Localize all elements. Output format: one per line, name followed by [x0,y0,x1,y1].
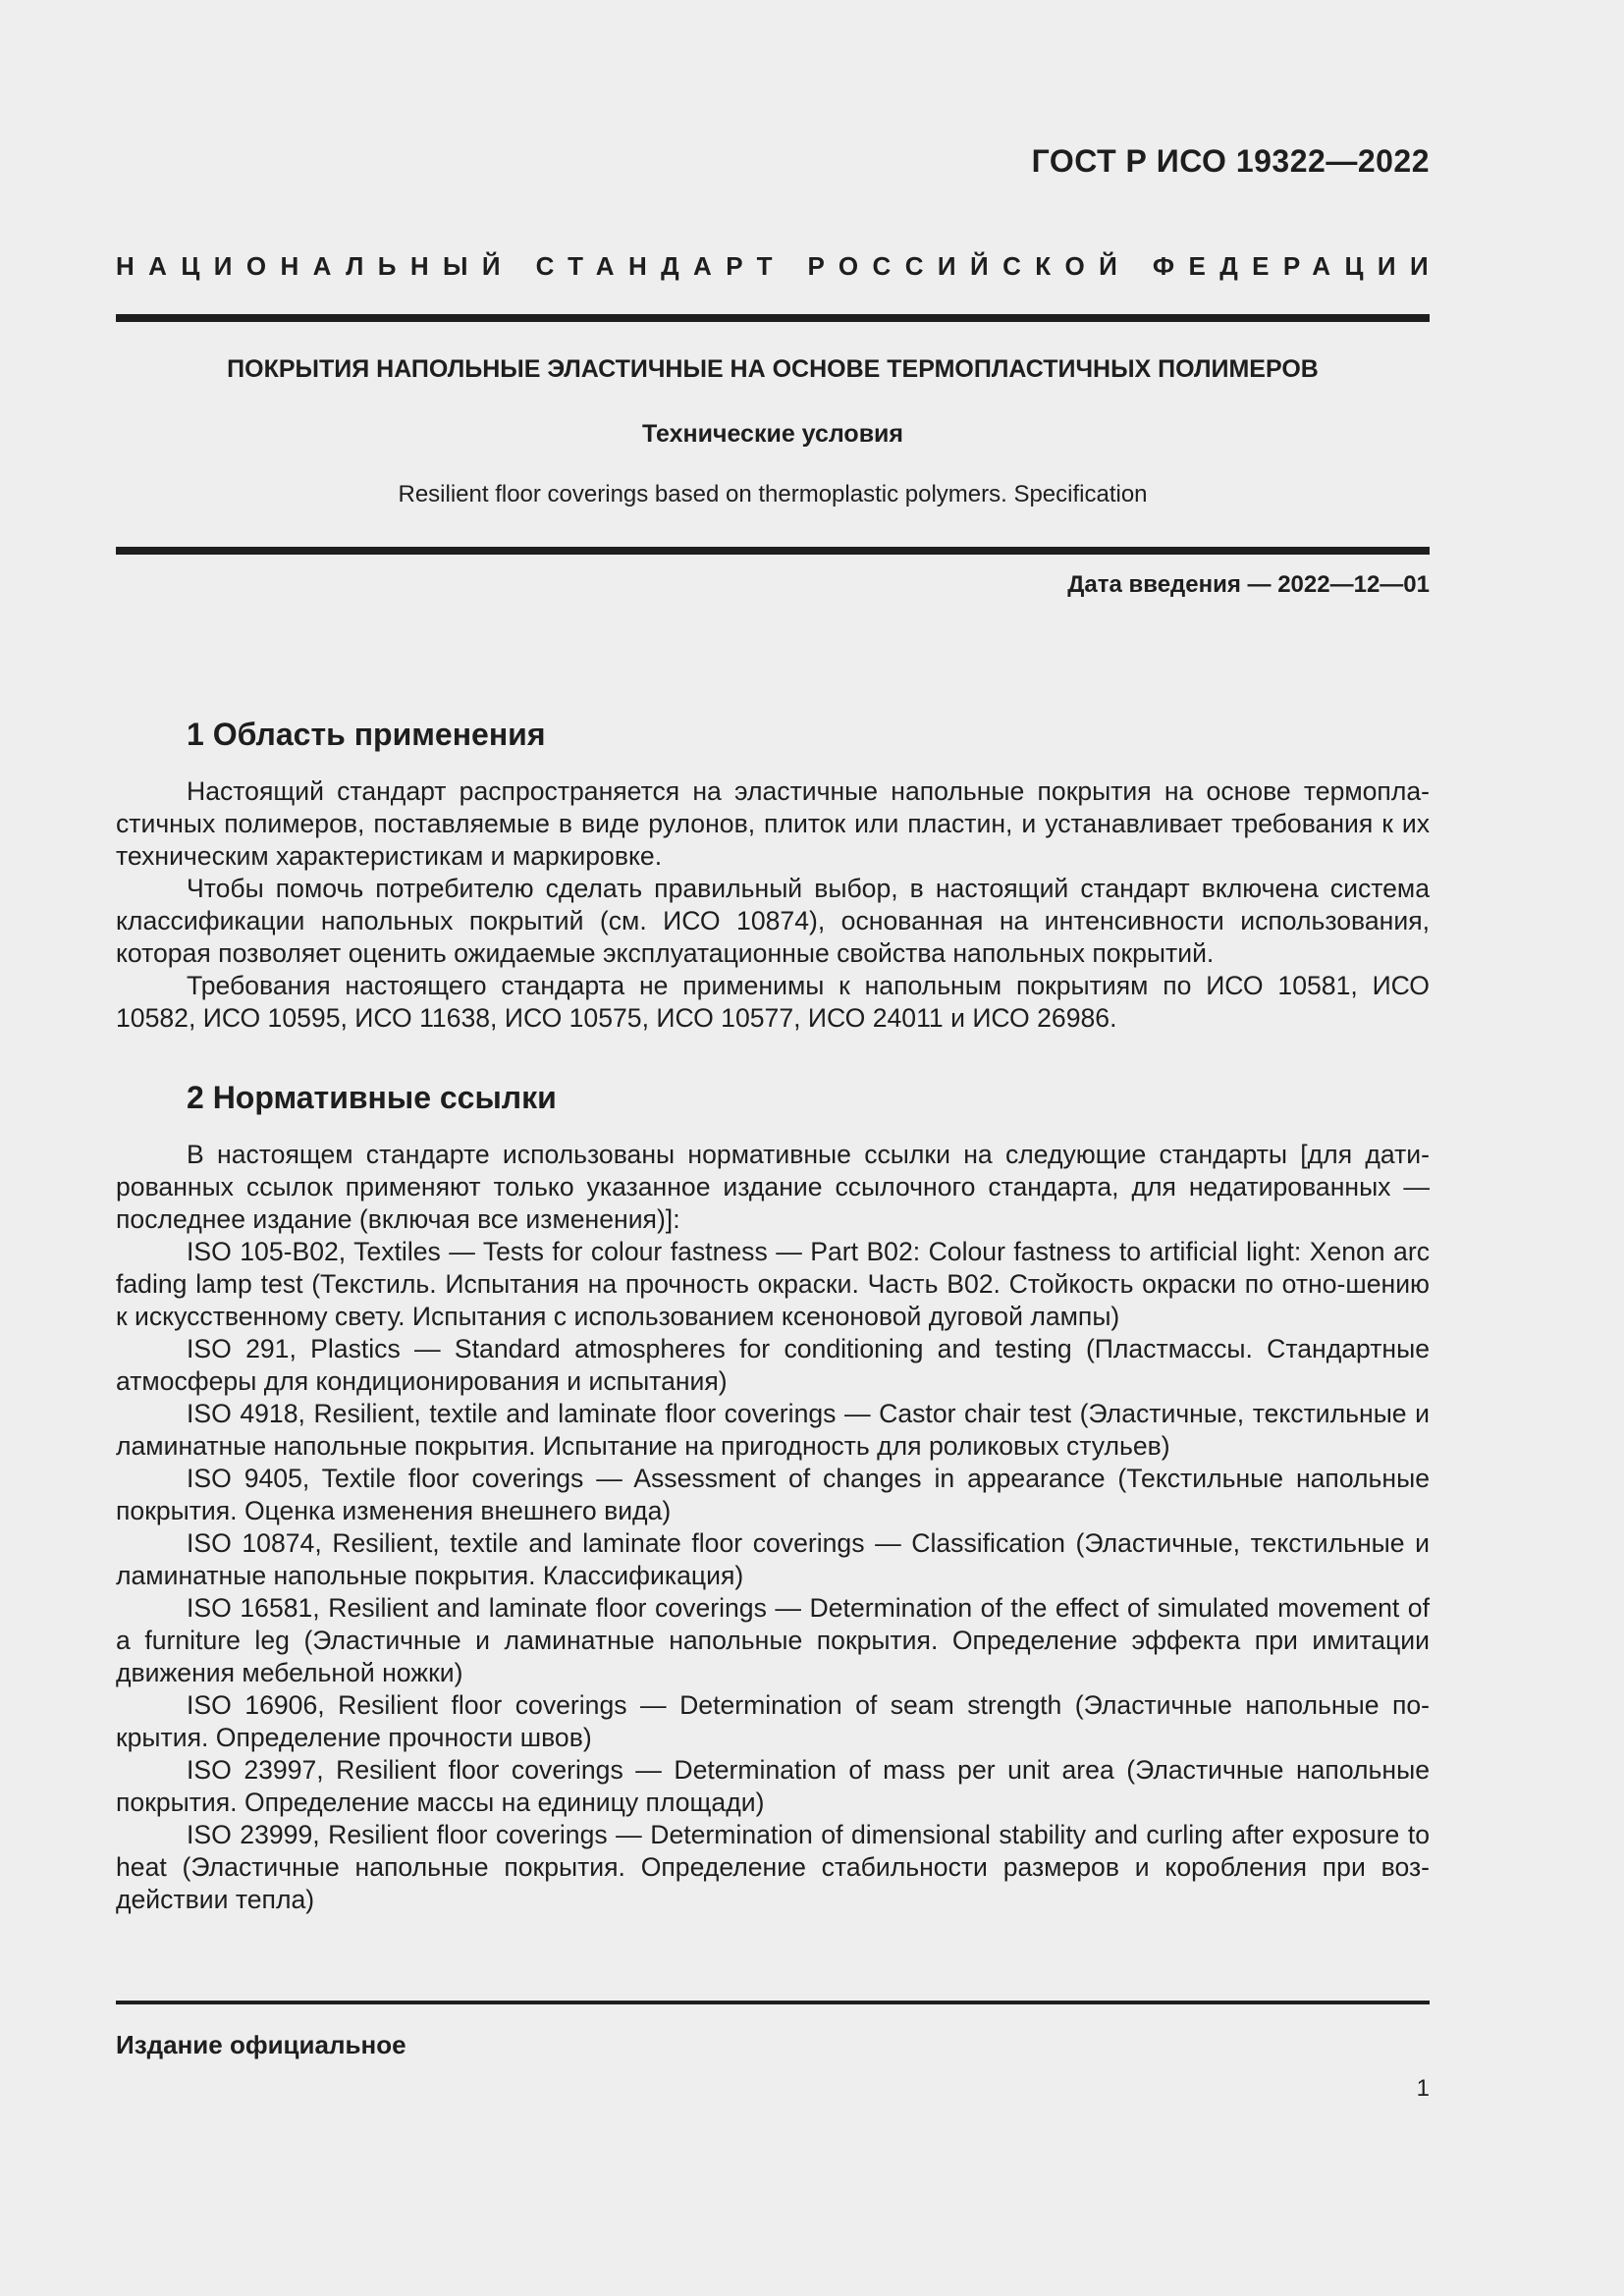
reference-item: ISO 4918, Resilient, textile and laminate floor coverings — Castor chair test (Эластичные, текстильные и ламинатные напольные покрытия. Испытание на пригодность для роликовых стульев) [116,1399,1430,1461]
paragraph: Чтобы помочь потребителю сделать правильный выбор, в настоящий стандарт включена система классификации напольных покрытий (см. ИСО 10874), основанная на интенсивности использования, которая позволяет оценить ожидаемые эксплуатационные свойства напольных покрытий. [116,874,1430,968]
official-edition-note: Издание официальное [116,2030,406,2059]
section-references-body [116,1139,1430,1916]
paragraph: Настоящий стандарт распространяется на эластичные напольные покрытия на основе термопла-стичных полимеров, поставляемые в виде рулонов, плиток или пластин, и устанавливает требования к их техническим характеристикам и маркировке. [116,776,1430,871]
section-scope-body [116,775,1430,1035]
reference-item: ISO 16581, Resilient and laminate floor coverings — Determination of the effect of simulated movement of a furniture leg (Эластичные и ламинатные напольные покрытия. Определение эффекта при имитации движения мебельной ножки) [116,1593,1430,1687]
document-subtitle: Технические условия [641,420,904,448]
document-page [116,0,1443,2296]
reference-item: ISO 291, Plastics — Standard atmospheres for conditioning and testing (Пластмассы. Стандартные атмосферы для кондиционирования и испытания) [116,1334,1430,1396]
footer-rule [116,2001,1430,2004]
national-standard-banner: НАЦИОНАЛЬНЫЙ СТАНДАРТ РОССИЙСКОЙ ФЕДЕРАЦИИ [116,251,1443,281]
introduction-date: Дата введения — 2022—12—01 [1067,571,1430,598]
paragraph: В настоящем стандарте использованы нормативные ссылки на следующие стандарты [для дати-рованных ссылок применяют только указанное издание ссылочного стандарта, для недатированных — последнее издание (включая все изменения)]: [116,1140,1430,1234]
section-heading-scope: 1 Область применения [187,717,546,752]
english-title: Resilient floor coverings based on thermoplastic polymers. Specification [398,481,1148,507]
document-title: ПОКРЫТИЯ НАПОЛЬНЫЕ ЭЛАСТИЧНЫЕ НА ОСНОВЕ ТЕРМОПЛАСТИЧНЫХ ПОЛИМЕРОВ [227,355,1319,383]
paragraph: Требования настоящего стандарта не применимы к напольным покрытиям по ИСО 10581, ИСО 10582, ИСО 10595, ИСО 11638, ИСО 10575, ИСО 10577, ИСО 24011 и ИСО 26986. [116,971,1430,1033]
reference-item: ISO 105-B02, Textiles — Tests for colour fastness — Part B02: Colour fastness to artificial light: Xenon arc fading lamp test (Текстиль. Испытания на прочность окраски. Часть B02. Стойкость окраски по отно-шению к искусственному свету. Испытания с использованием ксеноновой дуговой лампы) [116,1237,1430,1331]
section-heading-normative-references: 2 Нормативные ссылки [187,1080,557,1115]
title-bottom-rule [116,547,1430,555]
reference-item: ISO 9405, Textile floor coverings — Assessment of changes in appearance (Текстильные напольные покрытия. Оценка изменения внешнего вида) [116,1464,1430,1525]
standard-code: ГОСТ Р ИСО 19322—2022 [1031,143,1430,179]
reference-item: ISO 10874, Resilient, textile and laminate floor coverings — Classification (Эластичные, текстильные и ламинатные напольные покрытия. Классификация) [116,1528,1430,1590]
page-number: 1 [1416,2075,1430,2102]
top-rule [116,314,1430,322]
reference-item: ISO 16906, Resilient floor coverings — Determination of seam strength (Эластичные напольные по-крытия. Определение прочности швов) [116,1690,1430,1752]
reference-item: ISO 23997, Resilient floor coverings — Determination of mass per unit area (Эластичные напольные покрытия. Определение массы на единицу площади) [116,1755,1430,1817]
reference-item: ISO 23999, Resilient floor coverings — Determination of dimensional stability and curling after exposure to heat (Эластичные напольные покрытия. Определение стабильности размеров и коробления при воз-действии тепла) [116,1820,1430,1914]
